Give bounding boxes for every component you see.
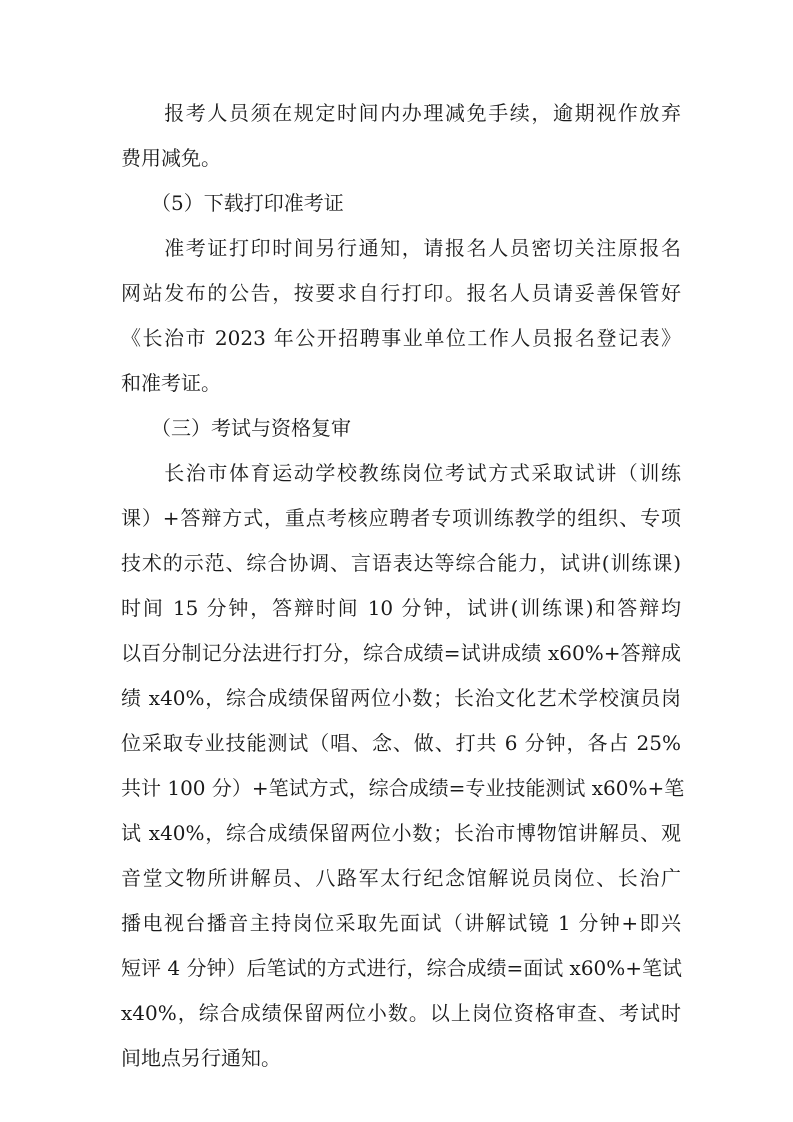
text-line: 共计 100 分）+笔试方式，综合成绩=专业技能测试 x60%+笔 [121, 776, 685, 800]
text-line: 音堂文物所讲解员、八路军太行纪念馆解说员岗位、长治广 [121, 866, 681, 890]
text-line: 和准考证。 [121, 371, 221, 395]
text-line: 准考证打印时间另行通知，请报名人员密切关注原报名 [121, 236, 681, 260]
text-line: 间地点另行通知。 [121, 1046, 281, 1070]
text-line: 课）+答辩方式，重点考核应聘者专项训练教学的组织、专项 [121, 506, 681, 530]
text-line: 技术的示范、综合协调、言语表达等综合能力，试讲(训练课) [121, 551, 681, 575]
text-line: x40%，综合成绩保留两位小数。以上岗位资格审查、考试时 [121, 1001, 681, 1025]
text-line: 《长治市 2023 年公开招聘事业单位工作人员报名登记表》 [121, 326, 681, 350]
section-heading: （5）下载打印准考证 [121, 191, 344, 215]
text-line: 播电视台播音主持岗位采取先面试（讲解试镜 1 分钟+即兴 [121, 911, 681, 935]
text-line: 以百分制记分法进行打分，综合成绩=试讲成绩 x60%+答辩成 [121, 641, 681, 665]
section-heading: （三）考试与资格复审 [121, 416, 351, 440]
text-line: 长治市体育运动学校教练岗位考试方式采取试讲（训练 [121, 461, 681, 485]
text-line: 报考人员须在规定时间内办理减免手续，逾期视作放弃 [121, 101, 681, 125]
text-line: 试 x40%，综合成绩保留两位小数；长治市博物馆讲解员、观 [121, 821, 681, 845]
text-line: 时间 15 分钟，答辩时间 10 分钟，试讲(训练课)和答辩均 [121, 596, 681, 620]
text-line: 费用减免。 [121, 146, 221, 170]
text-line: 网站发布的公告，按要求自行打印。报名人员请妥善保管好 [121, 281, 681, 305]
text-line: 短评 4 分钟）后笔试的方式进行，综合成绩=面试 x60%+笔试 [121, 956, 683, 980]
text-line: 位采取专业技能测试（唱、念、做、打共 6 分钟，各占 25% [121, 731, 681, 755]
text-line: 绩 x40%，综合成绩保留两位小数；长治文化艺术学校演员岗 [121, 686, 681, 710]
